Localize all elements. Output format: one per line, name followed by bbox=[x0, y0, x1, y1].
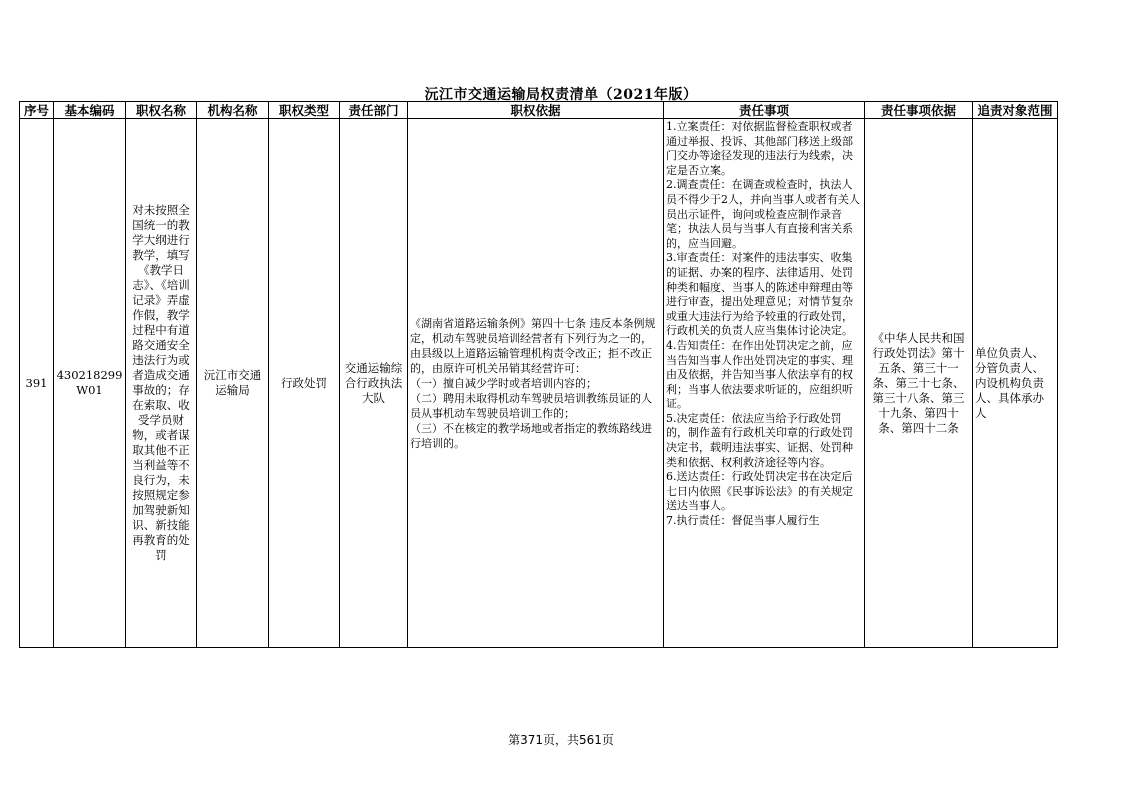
responsibility-item: 3.审查责任：对案件的违法事实、收集的证据、办案的程序、法律适用、处罚种类和幅度、当事人的陈述申辩理由等进行审查，提出处理意见；对情节复杂或重大违法行为给予较重的行政处罚，行政机关的负责人应当集体讨论决定。 bbox=[666, 251, 853, 338]
cell-code: 430218299W01 bbox=[54, 119, 126, 648]
document-title: 沅江市交通运输局权责清单（2021年版） bbox=[424, 87, 698, 103]
header-dept: 责任部门 bbox=[340, 102, 408, 119]
cell-accountability: 单位负责人、分管负责人、内设机构负责人、具体承办人 bbox=[973, 119, 1058, 648]
cell-dept: 交通运输综合行政执法大队 bbox=[340, 119, 408, 648]
responsibility-item: 2.调查责任：在调查或检查时，执法人员不得少于2人，并向当事人或者有关人员出示证件，询问或检查应制作录音笔；执法人员与当事人有直接利害关系的，应当回避。 bbox=[666, 178, 860, 250]
cell-seq: 391 bbox=[20, 119, 54, 648]
basis-line: （三）不在核定的教学场地或者指定的教练路线进行培训的。 bbox=[410, 421, 652, 450]
header-power-name: 职权名称 bbox=[126, 102, 197, 119]
cell-power-type: 行政处罚 bbox=[269, 119, 340, 648]
basis-line: （一）擅自减少学时或者培训内容的； bbox=[410, 376, 597, 390]
power-list-table bbox=[19, 101, 1058, 648]
header-accountability: 追责对象范围 bbox=[973, 102, 1058, 119]
basis-line: 《湖南省道路运输条例》第四十七条 违反本条例规定，机动车驾驶员培训经营者有下列行为之一的，由县级以上道路运输管理机构责令改正；拒不改正的，由原许可机关吊销其经营许可： bbox=[410, 316, 656, 375]
responsibility-item: 7.执行责任：督促当事人履行生 bbox=[666, 514, 820, 528]
responsibility-item: 6.送达责任：行政处罚决定书在决定后七日内依照《民事诉讼法》的有关规定送达当事人。 bbox=[666, 470, 853, 513]
cell-power-name: 对未按照全国统一的教学大纲进行教学，填写《教学日志》、《培训记录》弄虚作假，教学过程中有道路交通安全违法行为或者造成交通事故的；存在索取、收受学员财物，或者谋取其他不正当利益等不良行为，未按照规定参加驾驶新知识、新技能再教育的处罚 bbox=[126, 119, 197, 648]
cell-org: 沅江市交通运输局 bbox=[197, 119, 269, 648]
header-org: 机构名称 bbox=[197, 102, 269, 119]
header-resp-basis: 责任事项依据 bbox=[865, 102, 973, 119]
cell-basis bbox=[408, 119, 664, 648]
header-responsibilities: 责任事项 bbox=[664, 102, 865, 119]
header-code: 基本编码 bbox=[54, 102, 126, 119]
basis-line: （二）聘用未取得机动车驾驶员培训教练员证的人员从事机动车驾驶员培训工作的； bbox=[410, 391, 652, 420]
header-seq: 序号 bbox=[20, 102, 54, 119]
responsibility-item: 1.立案责任：对依据监督检查职权或者通过举报、投诉、其他部门移送上级部门交办等途径发现的违法行为线索，决定是否立案。 bbox=[666, 120, 853, 177]
table-row bbox=[20, 119, 1058, 648]
cell-resp-basis: 《中华人民共和国行政处罚法》第十五条、第三十一条、第三十七条、第三十八条、第三十九条、第四十条、第四十二条 bbox=[865, 119, 973, 648]
responsibility-item: 4.告知责任：在作出处罚决定之前，应当告知当事人作出处罚决定的事实、理由及依据，并告知当事人依法享有的权利；当事人依法要求听证的，应组织听证。 bbox=[666, 338, 853, 411]
header-power-type: 职权类型 bbox=[269, 102, 340, 119]
responsibility-item: 5.决定责任：依法应当给予行政处罚的，制作盖有行政机关印章的行政处罚决定书，载明违法事实、证据、处罚种类和依据、权利救济途径等内容。 bbox=[666, 411, 853, 469]
table-header-row bbox=[20, 102, 1058, 119]
cell-responsibilities bbox=[664, 119, 865, 648]
page-footer: 第371页，共561页 bbox=[508, 733, 614, 747]
header-basis: 职权依据 bbox=[408, 102, 664, 119]
